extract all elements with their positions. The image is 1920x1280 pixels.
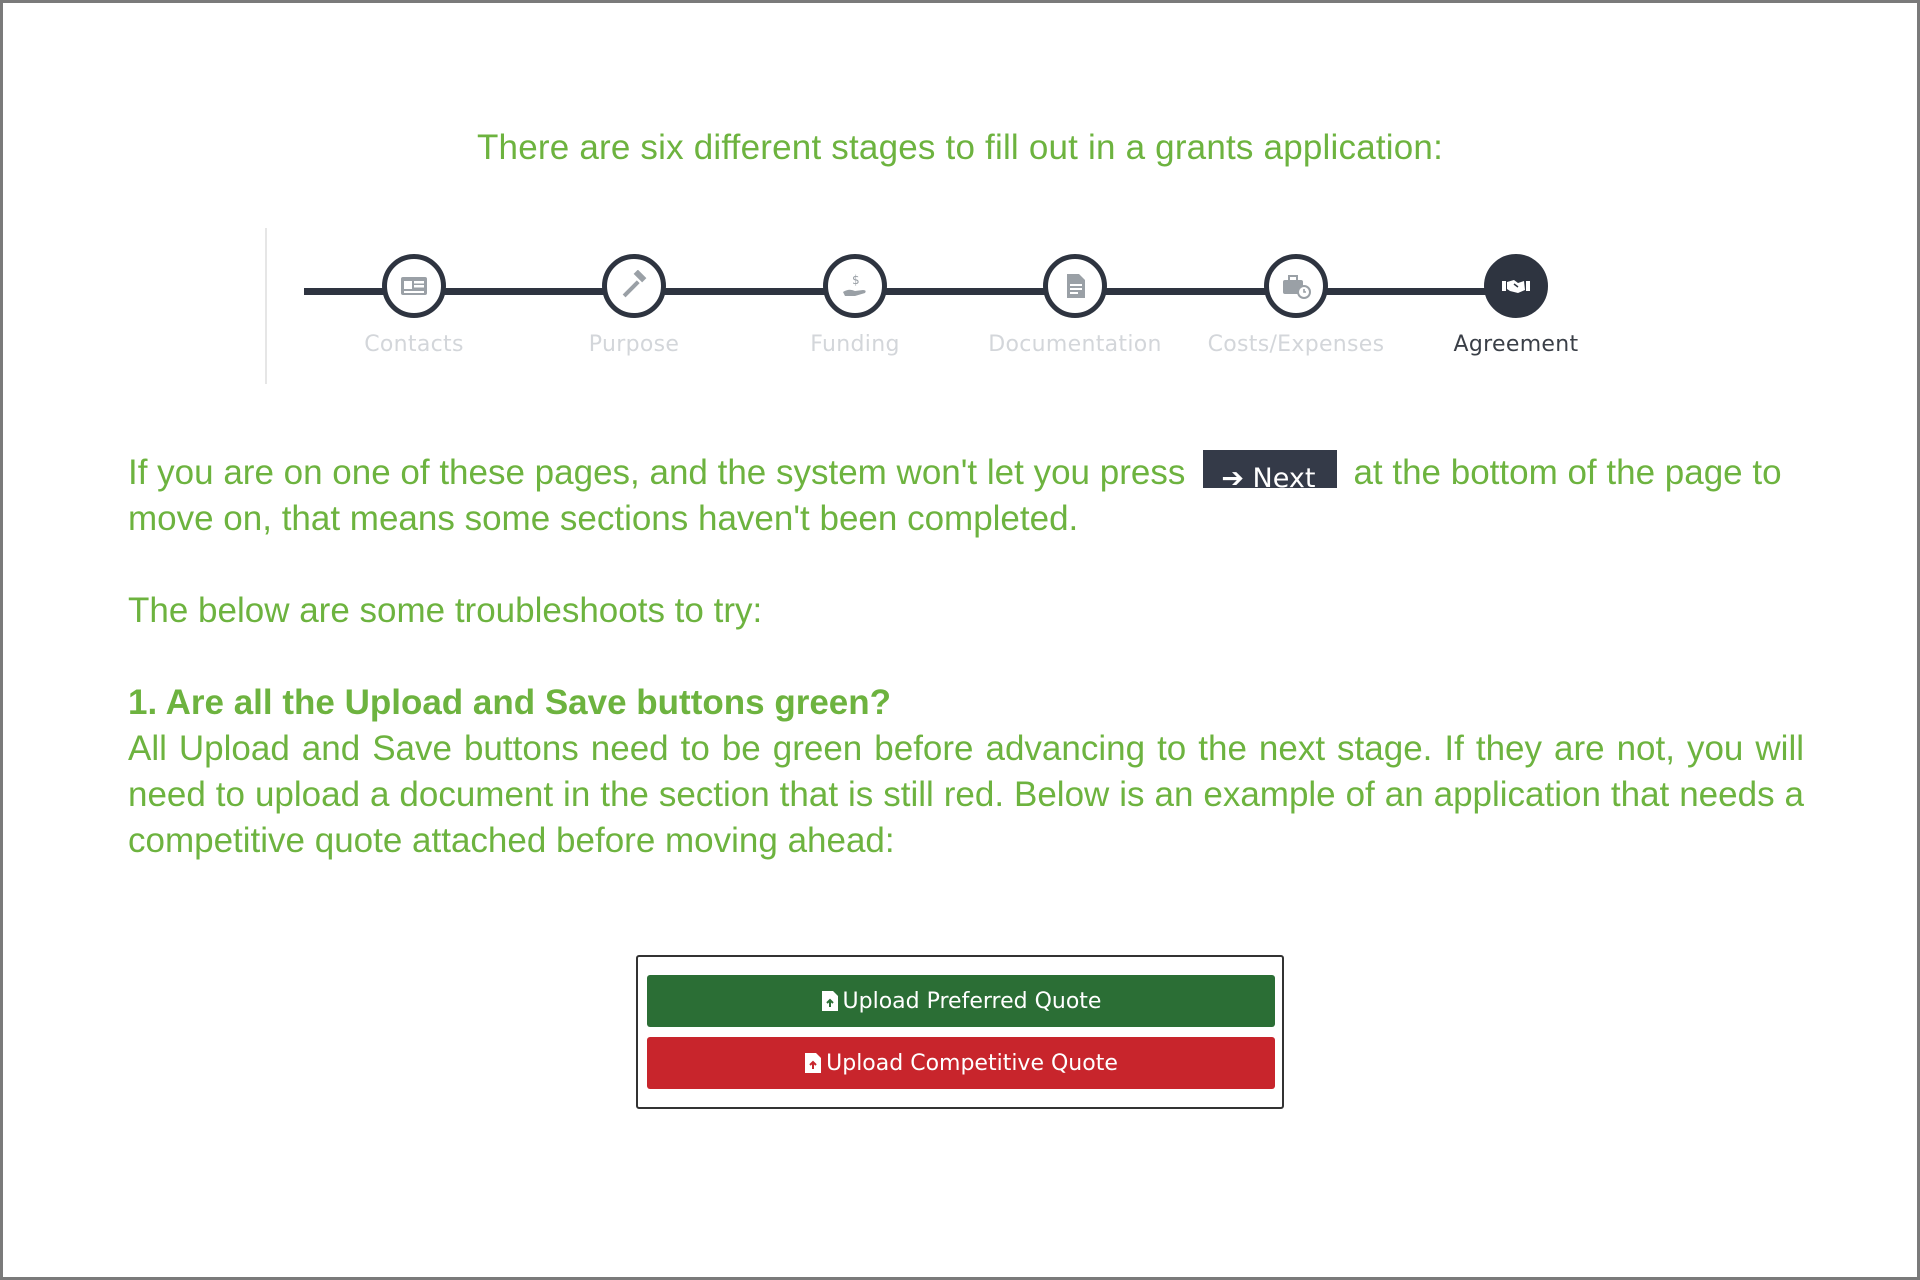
upload-competitive-quote-button[interactable] (647, 1037, 1275, 1089)
step-documentation[interactable] (965, 254, 1185, 357)
hammer-icon (602, 254, 666, 318)
handshake-icon (1484, 254, 1548, 318)
step-label: Costs/Expenses (1207, 332, 1385, 357)
instruction-paragraph (128, 450, 1804, 542)
document-icon (1043, 254, 1107, 318)
section-heading: 1. Are all the Upload and Save buttons green? (128, 683, 892, 722)
step-funding[interactable] (745, 254, 965, 357)
arrow-right-icon: ➔ (1221, 462, 1244, 494)
step-costs-expenses[interactable] (1186, 254, 1406, 357)
step-label: Agreement (1453, 332, 1579, 357)
stepper-divider (265, 228, 267, 384)
step-label: Documentation (988, 332, 1162, 357)
svg-text:$: $ (852, 273, 860, 287)
page-heading: There are six different stages to fill out in a grants application: (476, 128, 1444, 167)
next-button-label: Next (1252, 462, 1316, 494)
file-upload-icon (804, 1052, 822, 1074)
troubleshoot-intro: The below are some troubleshoots to try: (128, 591, 763, 630)
instruction-text-after: at the bottom of the page to move on, that means some sections haven't been completed. (128, 453, 1782, 538)
upload-preferred-quote-button[interactable] (647, 975, 1275, 1027)
step-label: Purpose (588, 332, 680, 357)
upload-competitive-quote-label: Upload Competitive Quote (826, 1050, 1118, 1076)
upload-preferred-quote-label: Upload Preferred Quote (842, 988, 1102, 1014)
instruction-text-before: If you are on one of these pages, and the system won't let you press (128, 453, 1186, 492)
file-upload-icon (821, 990, 839, 1012)
step-agreement[interactable] (1406, 254, 1626, 357)
step-contacts[interactable] (304, 254, 524, 357)
contact-card-icon (382, 254, 446, 318)
step-purpose[interactable] (524, 254, 744, 357)
next-button-example[interactable] (1203, 450, 1337, 494)
briefcase-clock-icon (1264, 254, 1328, 318)
step-label: Funding (810, 332, 900, 357)
section-body: All Upload and Save buttons need to be green before advancing to the next stage. If they are not, you will need to upload a document in the section that is still red. Below is an example of an application that needs a competitive quote attached before moving ahead: (128, 729, 1804, 860)
step-label: Contacts (364, 332, 464, 357)
upload-example-box (636, 955, 1284, 1109)
money-hand-icon (823, 254, 887, 318)
